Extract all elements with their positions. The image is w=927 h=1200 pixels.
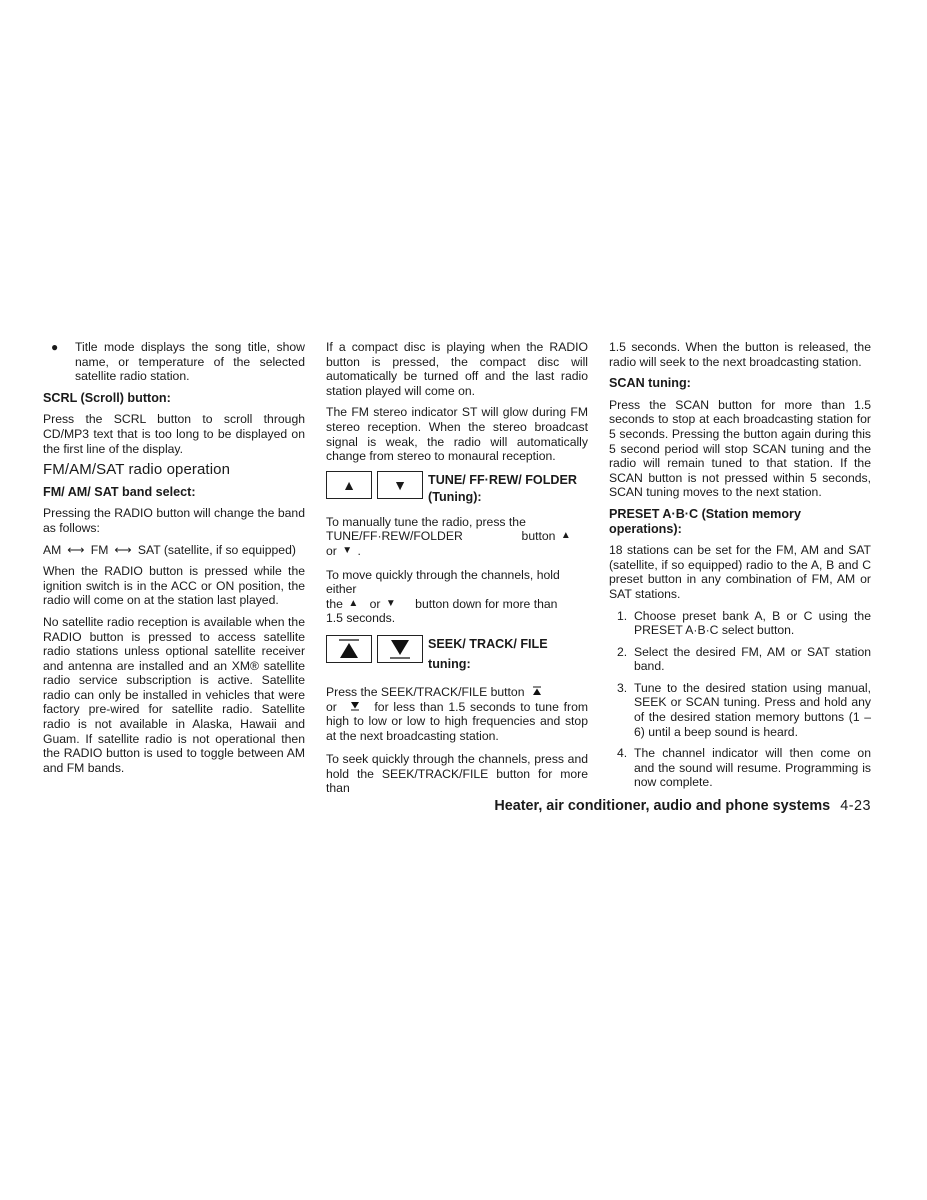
- seek-text-a: Press the SEEK/TRACK/FILE button: [326, 684, 525, 699]
- footer-section-title: Heater, air conditioner, audio and phone systems: [494, 798, 831, 814]
- tune-heading: [428, 471, 577, 506]
- band-text: Pressing the RADIO button will change the band as follows:: [43, 506, 305, 535]
- move-text-e: 1.5 seconds.: [326, 611, 396, 626]
- seek-text: [326, 685, 588, 743]
- column-2: [326, 340, 588, 803]
- step-text: Choose preset bank A, B or C using the PRESET A·B·C select button.: [634, 608, 871, 638]
- seek-down-button-illustration: [377, 635, 423, 663]
- radio-text: When the RADIO button is pressed while the ignition switch is in the ACC or ON position, the radio will come on at the station last played.: [43, 564, 305, 608]
- scrl-text: Press the SCRL button to scroll through CD/MP3 text that is too long to be displayed on the first line of the display.: [43, 412, 305, 456]
- tune-button-row: [326, 471, 588, 506]
- seq-am: AM: [43, 542, 62, 557]
- down-triangle-icon: ▼: [342, 544, 353, 556]
- preset-heading: PRESET A·B·C (Station memory operations):: [609, 506, 801, 536]
- seek-text-c: for less than 1.5 seconds to tune from high to low or low to high frequencies and stop at the next broadcasting station.: [326, 699, 589, 743]
- bullet-item: [43, 340, 305, 384]
- move-text-a: To move quickly through the channels, hold either: [326, 567, 560, 597]
- seek-up-icon: [337, 638, 361, 660]
- move-text-c: or: [369, 596, 381, 611]
- down-triangle-icon: ▼: [393, 476, 407, 493]
- scrl-heading: SCRL (Scroll) button:: [43, 390, 171, 405]
- column-1: [43, 340, 305, 782]
- seek-up-button-illustration: [326, 635, 372, 663]
- down-triangle-icon: ▼: [385, 597, 396, 609]
- tune-down-button-illustration: [377, 471, 423, 499]
- move-text-b: the: [326, 596, 343, 611]
- satellite-text: No satellite radio reception is available when the RADIO button is pressed to access satellite radio stations unless optional satellite receiver and antenna are installed and an XM® satellite radio service subscription is active. Satellite radio can only be installed in vehicles that were factory pre-wired for satellite radio. Satellite radio is not available in Alaska, Hawaii and Guam. If satellite radio is not operational then the RADIO button is used to toggle between AM and FM bands.: [43, 614, 305, 775]
- band-heading: FM/ AM/ SAT band select:: [43, 484, 196, 499]
- seek-text-b: or: [326, 699, 337, 714]
- step-number: 3.: [617, 680, 628, 695]
- step-text: Tune to the desired station using manual, SEEK or SCAN tuning. Press and hold any of the desired station memory buttons (1 – 6) until a beep sound is heard.: [634, 680, 871, 739]
- list-item: [609, 681, 871, 739]
- step-number: 2.: [617, 644, 628, 659]
- step-number: 4.: [617, 746, 628, 761]
- cd-text: If a compact disc is playing when the RADIO button is pressed, the compact disc will automatically be turned off and the last radio station played will come on.: [326, 340, 588, 398]
- up-triangle-icon: ▲: [560, 530, 571, 542]
- page-number: 4-23: [840, 798, 871, 814]
- list-item: [609, 645, 871, 674]
- seek-heading-line1: SEEK/ TRACK/ FILE: [428, 636, 548, 651]
- move-text: [326, 568, 588, 626]
- scan-text: Press the SCAN button for more than 1.5 seconds to stop at each broadcasting station for 5 seconds. Pressing the button again during this 5 second period will stop SCAN tuning and the radio will remain tuned to that station. If the SCAN button is not pressed within 5 seconds, SCAN tuning moves to the next station.: [609, 397, 871, 500]
- tune-up-button-illustration: [326, 471, 372, 499]
- arrow-icon: ⟷: [114, 542, 132, 557]
- up-triangle-icon: ▲: [348, 597, 359, 609]
- step-number: 1.: [617, 608, 628, 623]
- tune-text-d: or: [326, 543, 337, 558]
- preset-text: 18 stations can be set for the FM, AM and SAT (satellite, if so equipped) radio to the A, B and C preset button in any combination of FM, AM or SAT stations.: [609, 543, 871, 601]
- list-item: [609, 609, 871, 638]
- band-sequence: [43, 543, 305, 558]
- arrow-icon: ⟷: [67, 542, 85, 557]
- seq-sat: SAT (satellite, if so equipped): [137, 542, 296, 557]
- seek-hold-text: To seek quickly through the channels, press and hold the SEEK/TRACK/FILE button for more than: [326, 752, 588, 796]
- seek-button-row: [326, 635, 588, 673]
- step-text: Select the desired FM, AM or SAT station band.: [634, 644, 871, 674]
- seek-down-icon: [388, 638, 412, 660]
- scan-heading: SCAN tuning:: [609, 376, 691, 391]
- up-triangle-icon: ▲: [342, 476, 356, 493]
- tune-heading-line2: (Tuning):: [428, 489, 482, 504]
- tune-text-b: TUNE/FF·REW/FOLDER: [326, 529, 463, 544]
- column-3: [609, 340, 871, 797]
- step-text: The channel indicator will then come on and the sound will resume. Programming is now complete.: [634, 746, 871, 790]
- tune-text: [326, 515, 588, 559]
- seek-heading: [428, 635, 548, 673]
- seek-heading-line2: tuning:: [428, 656, 471, 671]
- section-title: FM/AM/SAT radio operation: [43, 461, 231, 479]
- tune-text-a: To manually tune the radio, press the: [326, 514, 526, 529]
- seek-continued-text: 1.5 seconds. When the button is released, the radio will seek to the next broadcasting station.: [609, 340, 871, 369]
- stereo-text: The FM stereo indicator ST will glow during FM stereo reception. When the stereo broadcast signal is weak, the radio will automatically change from stereo to monaural reception.: [326, 405, 588, 464]
- list-item: [609, 746, 871, 790]
- tune-text-c: button: [521, 529, 556, 544]
- bullet-text: Title mode displays the song title, show name, or temperature of the selected satellite radio station.: [75, 340, 305, 384]
- preset-steps-list: [609, 609, 871, 791]
- bullet-icon: ●: [51, 340, 59, 354]
- tune-heading-line1: TUNE/ FF·REW/ FOLDER: [428, 472, 578, 487]
- tune-text-e: .: [357, 543, 361, 558]
- move-text-d: button down for more than: [415, 596, 558, 611]
- seq-fm: FM: [90, 542, 109, 557]
- seek-up-small-icon: [532, 686, 542, 696]
- page-footer: [43, 798, 871, 814]
- seek-down-small-icon: [350, 701, 360, 711]
